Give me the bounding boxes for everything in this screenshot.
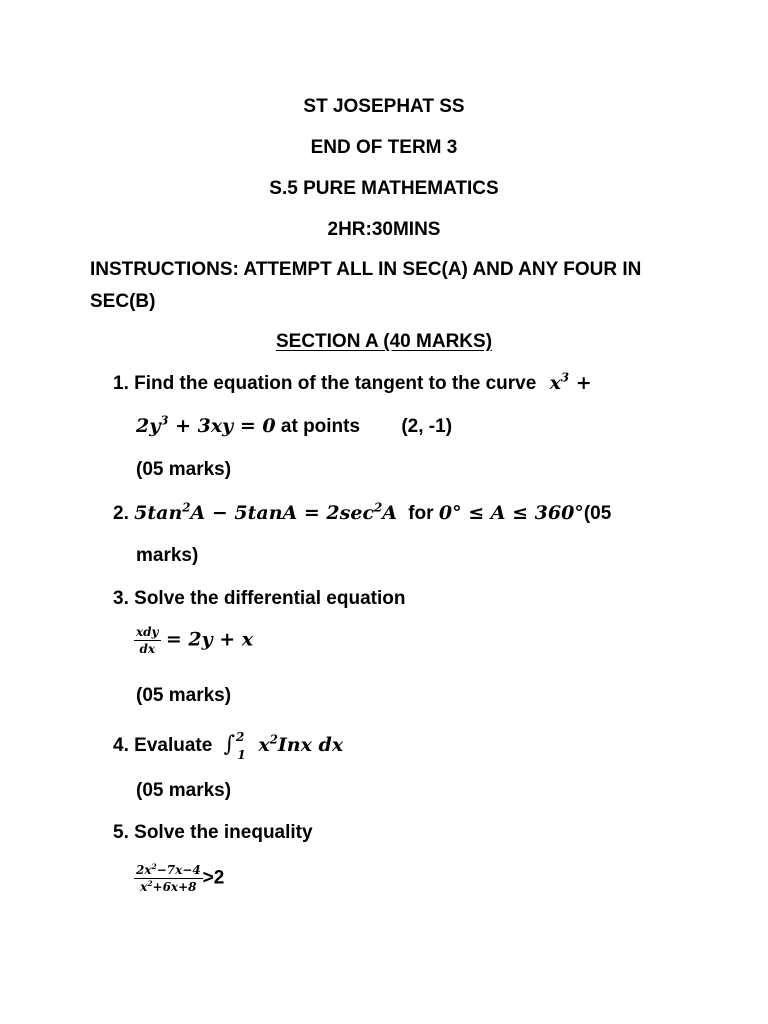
question-1-marks: (05 marks) xyxy=(136,459,232,480)
question-3-equation: $\frac{\text{xdy}}{dx}$ = 2y + x xyxy=(136,625,254,656)
question-4-number: 4. xyxy=(113,735,129,756)
question-3-fraction: $\frac{\text{xdy}}{dx}$ xyxy=(136,625,159,656)
question-1-line-2 xyxy=(136,415,452,438)
question-3-number: 3. xyxy=(113,588,129,609)
question-1-number: 1. xyxy=(113,373,129,394)
instructions-line-2: SEC(B) xyxy=(90,291,156,312)
question-1-text: Find the equation of the tangent to the curve xyxy=(134,373,537,394)
question-5-number: 5. xyxy=(113,822,129,843)
question-5-inequality xyxy=(134,863,224,894)
question-3-marks: (05 marks) xyxy=(136,685,232,706)
instructions-line-1: INSTRUCTIONS: ATTEMPT ALL IN SEC(A) AND ANY FOUR IN xyxy=(90,259,642,280)
question-2-equation: $5\tan^2A - 5\tan A = 2\sec^2A$ xyxy=(134,500,397,524)
question-4-integral: ∫$^2_1$ $x^2Inx$ dx xyxy=(223,730,344,762)
question-5-fraction: $\frac{2x^2-7x-4}{x^2+6x+8}$ xyxy=(136,862,201,894)
question-5-rhs: >2 xyxy=(202,867,225,889)
exam-term: END OF TERM 3 xyxy=(310,137,458,158)
question-1-expr-part1: $x^3$ + xyxy=(549,370,592,394)
question-1-points-text: at points xyxy=(280,416,361,437)
school-name: ST JOSEPHAT SS xyxy=(303,96,465,117)
question-5-line-1 xyxy=(113,822,313,844)
question-1-point: (2, -1) xyxy=(401,416,453,437)
question-2-number: 2. xyxy=(113,503,129,524)
question-3-line-1 xyxy=(113,588,405,610)
question-4-line-1 xyxy=(113,730,344,762)
question-2-marks-start: (05 xyxy=(583,503,612,524)
section-a-title: SECTION A (40 MARKS) xyxy=(275,331,493,352)
question-4-text: Evaluate xyxy=(134,735,213,756)
question-2-line-1 xyxy=(113,502,611,525)
question-5-text: Solve the inequality xyxy=(134,822,313,843)
question-2-for-text: for xyxy=(408,503,434,524)
exam-duration: 2HR:30MINS xyxy=(327,219,441,240)
exam-subject: S.5 PURE MATHEMATICS xyxy=(269,178,499,199)
question-1-line-1 xyxy=(113,372,592,395)
question-4-marks: (05 marks) xyxy=(136,780,232,801)
question-2-range: 0° ≤ A ≤ 360° xyxy=(438,502,584,524)
question-2-marks-end: marks) xyxy=(136,545,199,566)
question-3-text: Solve the differential equation xyxy=(134,588,406,609)
question-1-expr-part2: $2y^3 + 3xy = 0$ xyxy=(136,413,276,437)
